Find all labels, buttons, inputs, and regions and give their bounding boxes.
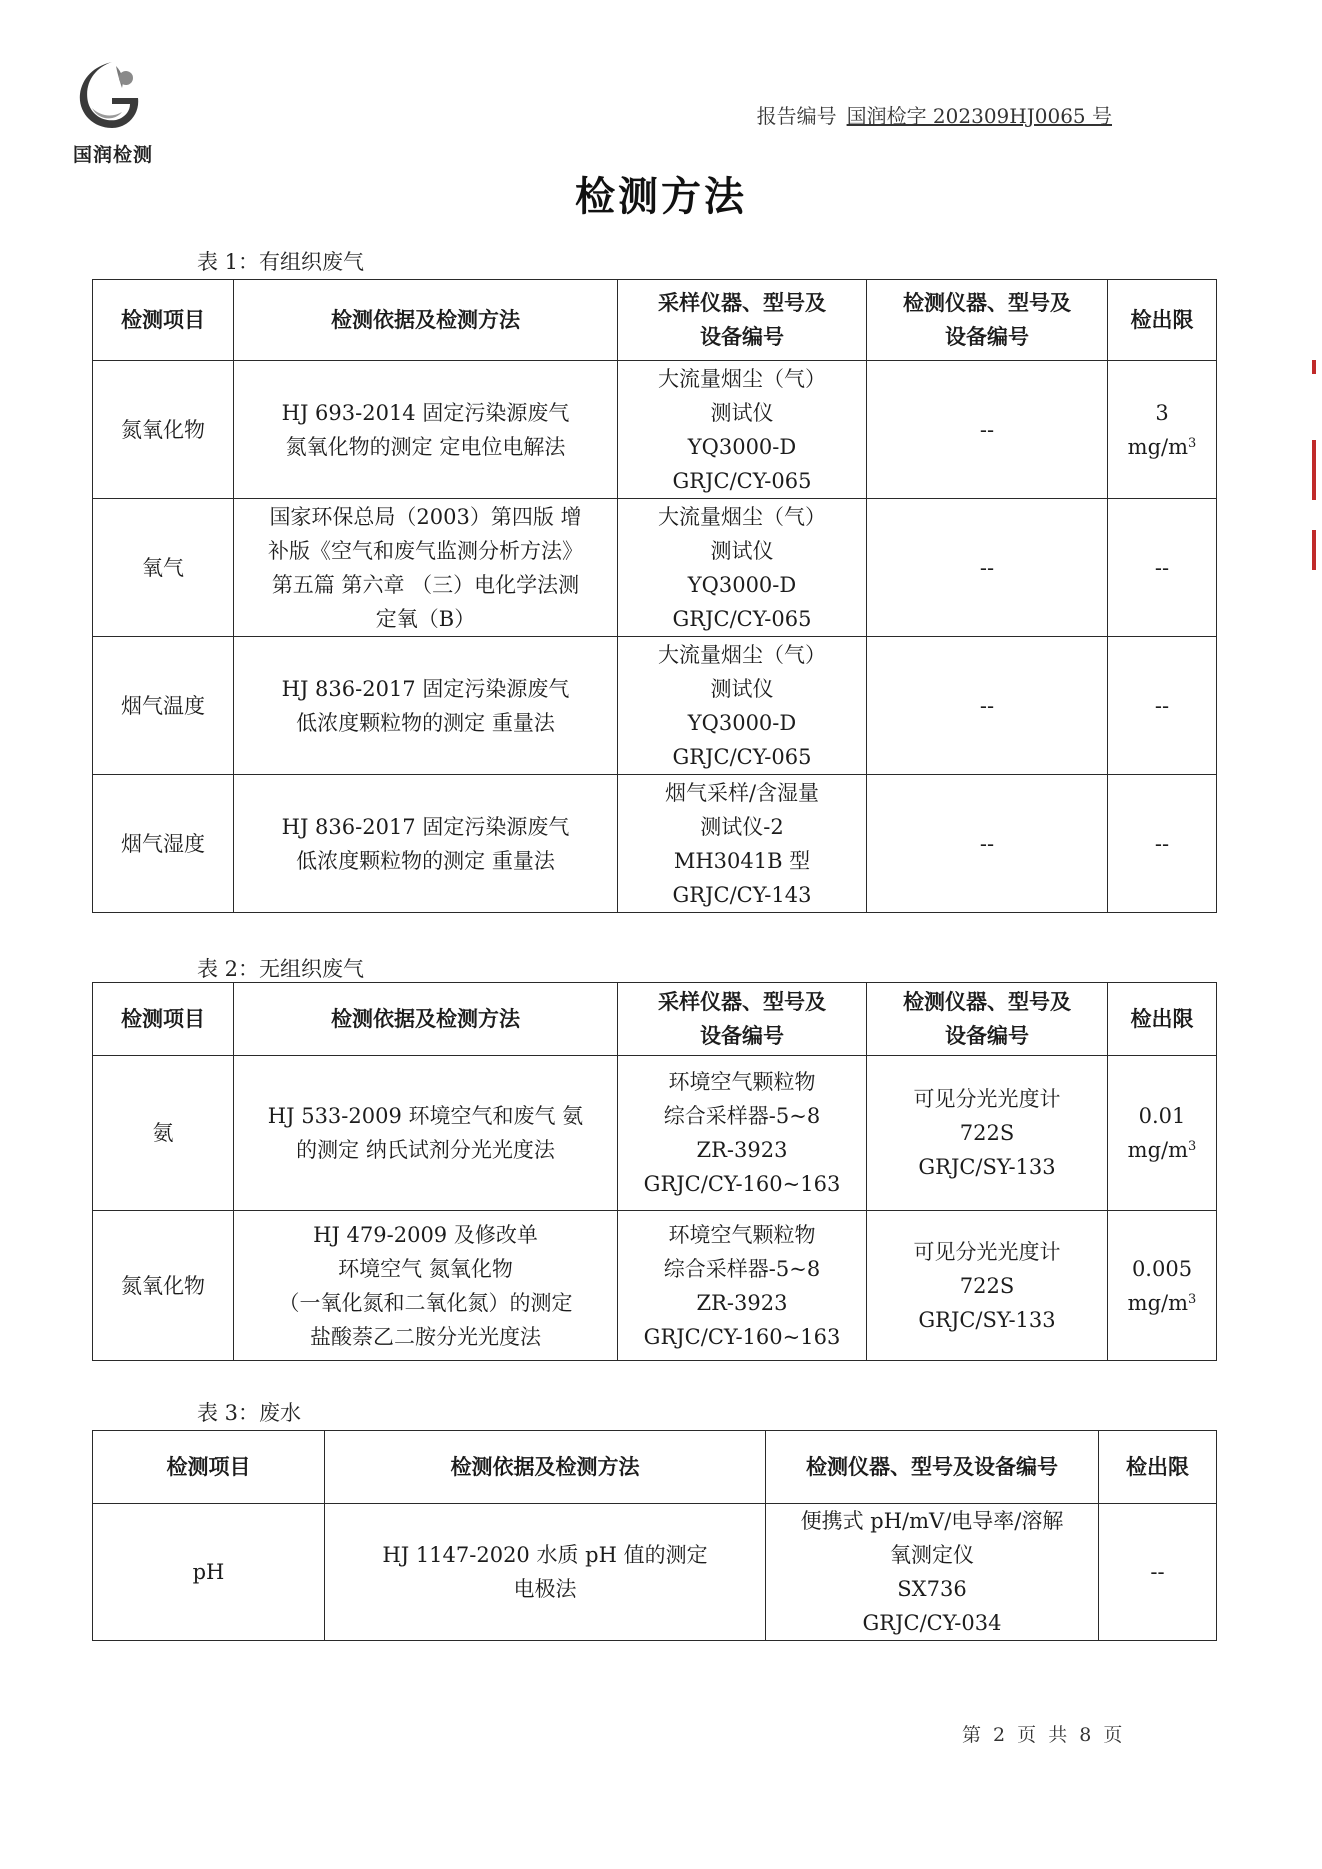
report-number [757, 100, 1112, 129]
instrument-cell-line: 722S [959, 1121, 1015, 1145]
limit-unit-text: mg/m [1127, 434, 1189, 459]
column-header [867, 983, 1108, 1056]
sampling-cell-line: 大流量烟尘（气） [658, 366, 826, 391]
method-cell [234, 499, 618, 637]
instrument-cell [867, 1211, 1108, 1361]
method-cell-line: （一氧化氮和二氧化氮）的测定 [278, 1290, 573, 1315]
method-cell-line: HJ 836-2017 固定污染源废气 [281, 676, 570, 701]
sampling-cell-line: 测试仪 [710, 400, 774, 425]
limit-unit-text: mg/m [1127, 1138, 1189, 1162]
sampling-cell [618, 1056, 867, 1211]
method-cell [325, 1504, 766, 1641]
column-header-line: 检测项目 [121, 308, 205, 332]
instrument-cell-line: GRJC/CY-034 [862, 1611, 1002, 1635]
limit-unit [1114, 430, 1210, 464]
limit-value: -- [1154, 831, 1170, 856]
sampling-cell-line: 测试仪 [710, 676, 774, 701]
column-header-line: 检测依据及检测方法 [331, 308, 520, 332]
table-wastewater [92, 1430, 1217, 1641]
method-cell-line: 定氧（B） [375, 606, 476, 631]
page-title: 检测方法 [575, 174, 747, 220]
sampling-cell-line: GRJC/CY-160~163 [643, 1172, 841, 1196]
column-header [1099, 1431, 1217, 1504]
method-cell-line: 第五篇 第六章 （三）电化学法测 [271, 572, 580, 597]
sampling-cell-line: GRJC/CY-065 [672, 744, 812, 769]
column-header-line: 采样仪器、型号及 [658, 291, 826, 315]
sampling-cell [618, 361, 867, 499]
table-row [93, 1056, 1217, 1211]
column-header [766, 1431, 1099, 1504]
sampling-cell-line: YQ3000-D [687, 710, 797, 735]
column-header [867, 280, 1108, 361]
column-header-line: 检测仪器、型号及设备编号 [806, 1455, 1058, 1479]
instrument-cell [867, 361, 1108, 499]
column-header [93, 280, 234, 361]
method-cell-line: HJ 693-2014 固定污染源废气 [281, 400, 570, 425]
table3-header-row [93, 1431, 1217, 1504]
column-header-line: 检测项目 [121, 1007, 205, 1031]
instrument-cell-line: 便携式 pH/mV/电导率/溶解 [800, 1509, 1064, 1533]
company-logo [58, 58, 168, 168]
column-header [1108, 983, 1217, 1056]
sampling-cell-line: MH3041B 型 [673, 848, 811, 873]
limit-cell [1108, 637, 1217, 775]
limit-value: 3 [1155, 400, 1169, 425]
table-row [93, 499, 1217, 637]
limit-value: -- [1154, 555, 1170, 580]
column-header [234, 280, 618, 361]
instrument-cell-line: -- [979, 693, 995, 718]
limit-unit-exponent: 3 [1188, 1139, 1197, 1154]
limit-value: -- [1150, 1560, 1165, 1584]
sampling-cell [618, 499, 867, 637]
column-header-line: 检出限 [1130, 308, 1194, 332]
sampling-cell-line: 烟气采样/含湿量 [664, 780, 820, 805]
method-cell [234, 1056, 618, 1211]
limit-value: 0.005 [1131, 1256, 1193, 1281]
method-cell-line: 低浓度颗粒物的测定 重量法 [296, 710, 555, 735]
method-cell-line: HJ 533-2009 环境空气和废气 氨 [267, 1104, 584, 1128]
sampling-cell-line: ZR-3923 [696, 1138, 788, 1162]
item-cell: pH [93, 1504, 325, 1641]
limit-cell [1108, 1056, 1217, 1211]
sampling-cell-line: 大流量烟尘（气） [658, 504, 826, 529]
sampling-cell-line: 环境空气颗粒物 [668, 1070, 816, 1094]
column-header [93, 1431, 325, 1504]
method-cell-line: HJ 479-2009 及修改单 [313, 1222, 538, 1247]
instrument-cell-line: 氧测定仪 [890, 1543, 974, 1567]
method-cell [234, 775, 618, 913]
instrument-cell [766, 1504, 1099, 1641]
logo-mark-icon [72, 58, 152, 138]
table-row [93, 361, 1217, 499]
sampling-cell-line: 测试仪-2 [700, 814, 784, 839]
method-cell-line: 盐酸萘乙二胺分光光度法 [310, 1324, 541, 1349]
seal-edge-mark [1312, 360, 1316, 374]
sampling-cell-line: 综合采样器-5~8 [663, 1104, 821, 1128]
instrument-cell-line: 可见分光光度计 [913, 1087, 1061, 1111]
sampling-cell [618, 637, 867, 775]
table2-caption: 表 2：无组织废气 [197, 957, 365, 981]
column-header [93, 983, 234, 1056]
table-row [93, 775, 1217, 913]
item-cell: 氮氧化物 [93, 361, 234, 499]
column-header [325, 1431, 766, 1504]
instrument-cell-line: SX736 [897, 1577, 967, 1601]
limit-unit-text: mg/m [1127, 1290, 1189, 1315]
table2-header-row [93, 983, 1217, 1056]
seal-edge-mark [1312, 530, 1316, 570]
method-cell-line: HJ 1147-2020 水质 pH 值的测定 [382, 1543, 708, 1567]
instrument-cell-line: 722S [959, 1273, 1015, 1298]
table1-header-row [93, 280, 1217, 361]
limit-cell [1108, 775, 1217, 913]
instrument-cell-line: 可见分光光度计 [913, 1239, 1061, 1264]
sampling-cell [618, 775, 867, 913]
limit-value: 0.01 [1138, 1104, 1186, 1128]
page-number: 第 2 页 共 8 页 [962, 1724, 1123, 1746]
sampling-cell-line: GRJC/CY-143 [672, 882, 812, 907]
column-header [618, 280, 867, 361]
method-cell [234, 1211, 618, 1361]
method-cell-line: 环境空气 氮氧化物 [338, 1256, 513, 1281]
sampling-cell-line: GRJC/CY-065 [672, 606, 812, 631]
column-header-line: 检测项目 [166, 1455, 251, 1479]
method-cell-line: 国家环保总局（2003）第四版 增 [269, 504, 582, 529]
column-header [234, 983, 618, 1056]
table3-caption: 表 3：废水 [197, 1401, 302, 1425]
instrument-cell [867, 775, 1108, 913]
method-cell-line: 补版《空气和废气监测分析方法》 [268, 538, 583, 563]
method-cell-line: 低浓度颗粒物的测定 重量法 [296, 848, 555, 873]
column-header-line: 设备编号 [700, 325, 784, 349]
logo-text: 国润检测 [72, 144, 153, 166]
limit-cell [1099, 1504, 1217, 1641]
limit-unit [1114, 1133, 1210, 1167]
report-number-value: 国润检字 202309HJ0065 号 [846, 104, 1112, 128]
table-organized-exhaust [92, 279, 1217, 913]
sampling-cell-line: YQ3000-D [687, 434, 797, 459]
method-cell [234, 637, 618, 775]
item-cell: 烟气温度 [93, 637, 234, 775]
item-cell: 烟气湿度 [93, 775, 234, 913]
table-row [93, 1504, 1217, 1641]
sampling-cell-line: GRJC/CY-160~163 [643, 1324, 841, 1349]
limit-cell [1108, 1211, 1217, 1361]
column-header-line: 设备编号 [945, 1024, 1029, 1048]
limit-cell [1108, 499, 1217, 637]
sampling-cell-line: 综合采样器-5~8 [663, 1256, 821, 1281]
instrument-cell-line: GRJC/SY-133 [918, 1307, 1056, 1332]
limit-unit-exponent: 3 [1188, 1291, 1197, 1307]
limit-unit [1114, 1286, 1210, 1320]
instrument-cell [867, 1056, 1108, 1211]
instrument-cell-line: -- [979, 555, 995, 580]
table1-caption: 表 1：有组织废气 [197, 250, 365, 274]
sampling-cell-line: GRJC/CY-065 [672, 468, 812, 493]
method-cell-line: HJ 836-2017 固定污染源废气 [281, 814, 570, 839]
sampling-cell-line: ZR-3923 [696, 1290, 788, 1315]
instrument-cell-line: GRJC/SY-133 [918, 1155, 1056, 1179]
instrument-cell [867, 637, 1108, 775]
column-header-line: 设备编号 [945, 325, 1029, 349]
limit-value: -- [1154, 693, 1170, 718]
column-header-line: 检出限 [1126, 1455, 1189, 1479]
column-header-line: 采样仪器、型号及 [658, 990, 826, 1014]
report-number-label: 报告编号 [756, 104, 837, 128]
sampling-cell-line: 大流量烟尘（气） [658, 642, 826, 667]
limit-cell [1108, 361, 1217, 499]
table-row [93, 637, 1217, 775]
table-unorganized-exhaust [92, 982, 1217, 1361]
column-header-line: 检测仪器、型号及 [903, 291, 1071, 315]
column-header-line: 检测依据及检测方法 [331, 1007, 520, 1031]
column-header [618, 983, 867, 1056]
method-cell-line: 电极法 [513, 1577, 577, 1601]
column-header-line: 设备编号 [700, 1024, 784, 1048]
instrument-cell-line: -- [979, 417, 995, 442]
column-header [1108, 280, 1217, 361]
method-cell-line: 氮氧化物的测定 定电位电解法 [285, 434, 566, 459]
sampling-cell-line: 测试仪 [710, 538, 774, 563]
column-header-line: 检测依据及检测方法 [450, 1455, 640, 1479]
seal-edge-mark [1312, 440, 1316, 500]
method-cell-line: 的测定 纳氏试剂分光光度法 [296, 1138, 555, 1162]
sampling-cell-line: 环境空气颗粒物 [668, 1222, 816, 1247]
limit-unit-exponent: 3 [1188, 435, 1197, 451]
sampling-cell-line: YQ3000-D [687, 572, 797, 597]
item-cell: 氮氧化物 [93, 1211, 234, 1361]
sampling-cell [618, 1211, 867, 1361]
item-cell: 氨 [93, 1056, 234, 1211]
column-header-line: 检出限 [1130, 1007, 1194, 1031]
item-cell: 氧气 [93, 499, 234, 637]
method-cell [234, 361, 618, 499]
instrument-cell [867, 499, 1108, 637]
column-header-line: 检测仪器、型号及 [903, 990, 1071, 1014]
instrument-cell-line: -- [979, 831, 995, 856]
table-row [93, 1211, 1217, 1361]
